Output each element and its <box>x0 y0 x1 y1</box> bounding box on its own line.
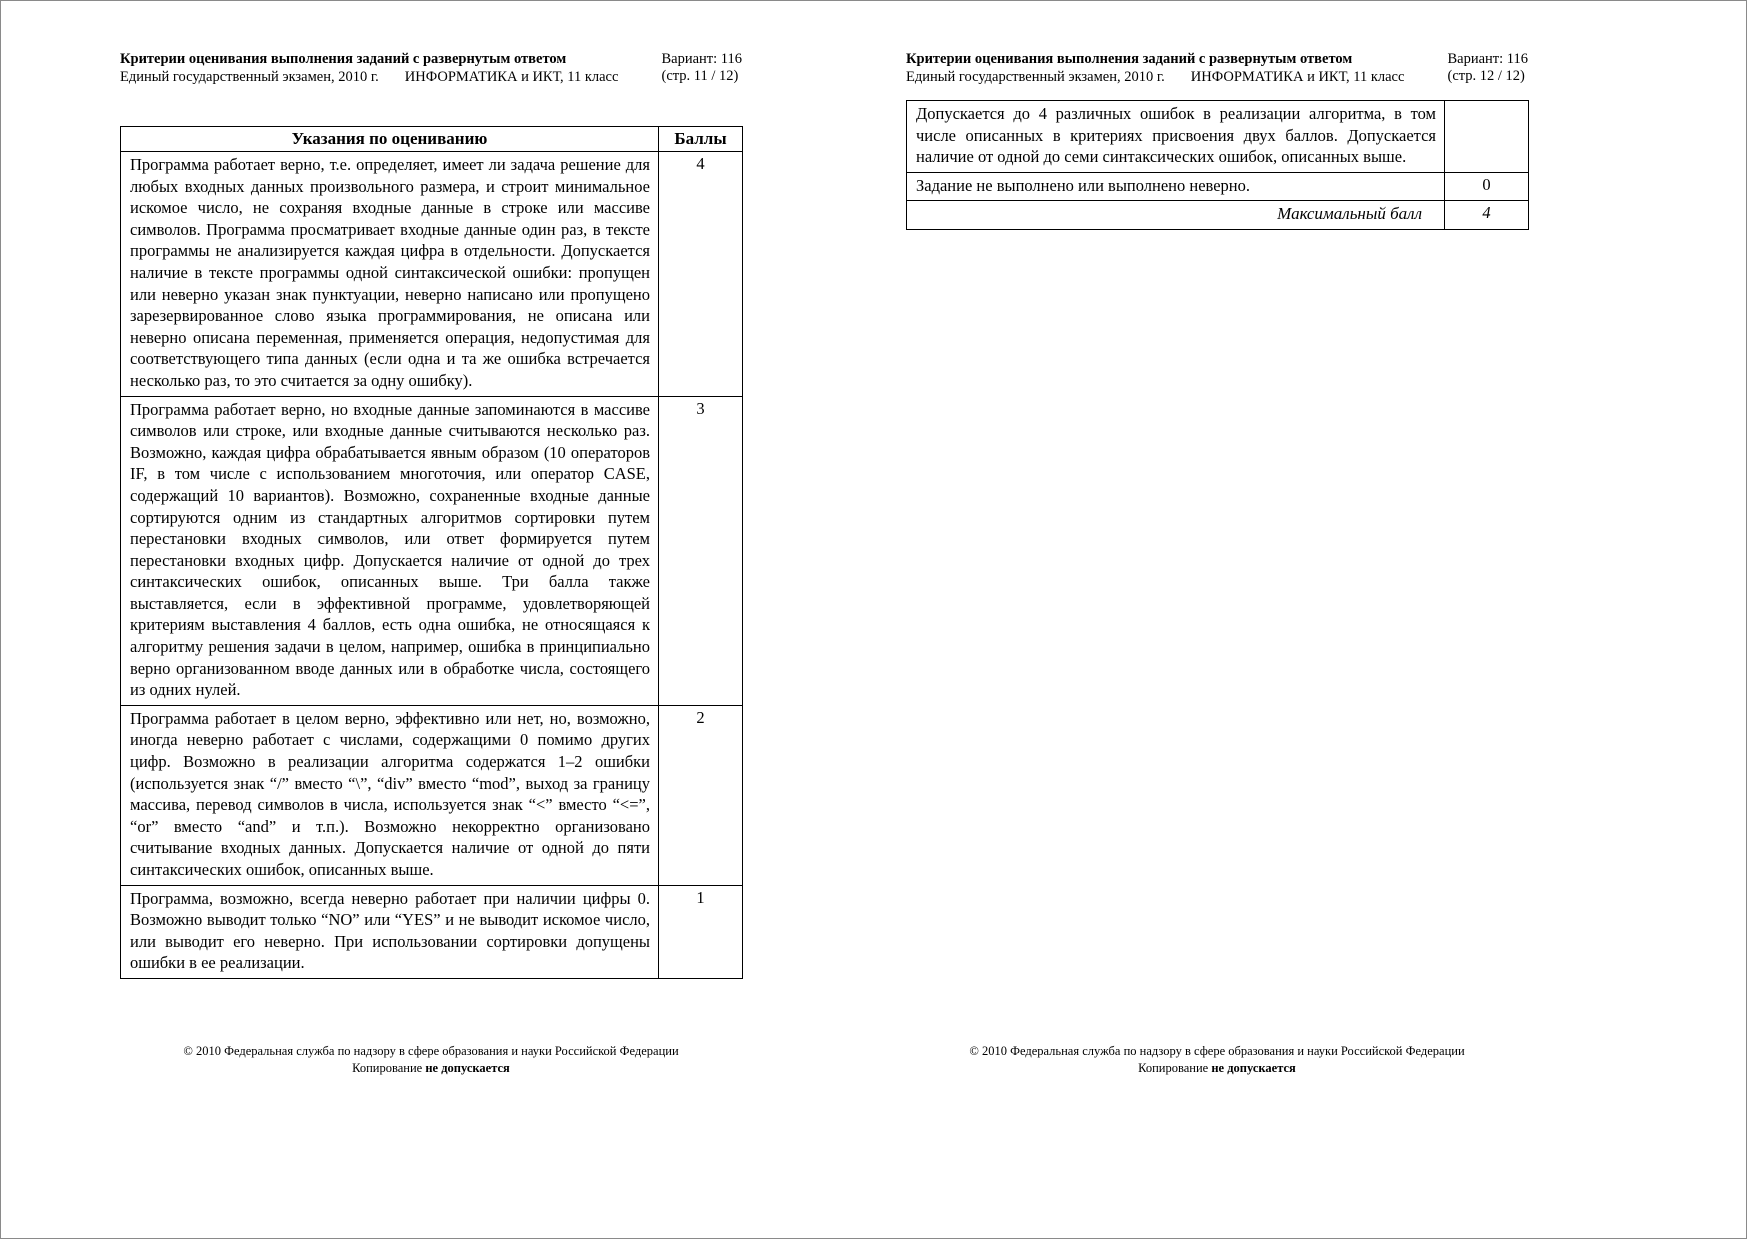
criteria-table-left <box>120 126 743 979</box>
criteria-table-right <box>906 100 1529 230</box>
header-title: Критерии оценивания выполнения заданий с развернутым ответом <box>906 51 1353 67</box>
page-header-left <box>120 51 742 86</box>
max-score-row <box>907 201 1529 230</box>
page-left <box>120 51 742 1075</box>
criteria-text: Допускается до 4 различных ошибок в реализации алгоритма, в том числе описанных в критериях присвоения двух баллов. Допускается наличие от одной до семи синтаксических ошибок, описанных выше. <box>907 101 1445 173</box>
header-variant: Вариант: 116 <box>1447 51 1528 67</box>
table-header-row <box>121 127 743 152</box>
table-row <box>121 152 743 397</box>
footer-copy-notice <box>120 1060 742 1077</box>
footer-copy-bold: не допускается <box>425 1061 510 1075</box>
criteria-score <box>1445 101 1529 173</box>
footer-copy-prefix: Копирование <box>352 1061 426 1075</box>
criteria-score: 0 <box>1445 172 1529 201</box>
page-header-right <box>906 51 1528 86</box>
criteria-score: 4 <box>659 152 743 397</box>
criteria-text: Программа, возможно, всегда неверно работает при наличии цифры 0. Возможно выводит только “NO” или “YES” и не выводит искомое число, или выводит его неверно. При использовании сортировки допущены ошибки в ее реализации. <box>121 885 659 978</box>
header-subtitle <box>906 69 1404 86</box>
header-subject: ИНФОРМАТИКА и ИКТ, 11 класс <box>1190 69 1405 85</box>
footer-copyright: © 2010 Федеральная служба по надзору в сфере образования и науки Российской Федерации <box>969 1044 1465 1058</box>
footer-copy-prefix: Копирование <box>1138 1061 1212 1075</box>
page-footer-right <box>906 1043 1528 1077</box>
criteria-score: 1 <box>659 885 743 978</box>
criteria-text: Программа работает верно, т.е. определяет, имеет ли задача решение для любых входных данных произвольного размера, и строит минимальное искомое число, не сохраняя входные данные в строке или массиве символов. Программа просматривает входные данные один раз, в тексте программы не анализируется каждая цифра в отдельности. Допускается наличие в тексте программы одной синтаксической ошибки: пропущен или неверно указан знак пунктуации, неверно написано или пропущено зарезервированное слово языка программирования, не описана или неверно описана переменная, применяется операция, недопустимая для соответствующего типа данных (если одна и та же ошибка встречается несколько раз, то это считается за одну ошибку). <box>121 152 659 397</box>
header-exam-name: Единый государственный экзамен, 2010 г. <box>120 69 379 85</box>
page-footer-left <box>120 1043 742 1077</box>
footer-copy-notice <box>906 1060 1528 1077</box>
header-text-block <box>120 51 618 86</box>
max-score-value: 4 <box>1445 201 1529 230</box>
footer-copyright: © 2010 Федеральная служба по надзору в сфере образования и науки Российской Федерации <box>183 1044 679 1058</box>
criteria-text: Задание не выполнено или выполнено неверно. <box>907 172 1445 201</box>
table-row <box>121 885 743 978</box>
column-header-instructions: Указания по оцениванию <box>121 127 659 152</box>
header-page-number: (стр. 12 / 12) <box>1447 68 1525 84</box>
table-row <box>121 396 743 705</box>
criteria-text: Программа работает в целом верно, эффективно или нет, но, возможно, иногда неверно работает с числами, содержащими 0 помимо других цифр. Возможно в реализации алгоритма содержатся 1–2 ошибки (используется знак “/” вместо “\”, “div” вместо “mod”, выход за границу массива, перевод символов в числа, используется знак “<” вместо “<=”, “or” вместо “and” и т.п.). Возможно некорректно организовано считывание входных данных. Допускается наличие от одной до пяти синтаксических ошибок, описанных выше. <box>121 705 659 885</box>
column-header-score: Баллы <box>659 127 743 152</box>
header-exam-name: Единый государственный экзамен, 2010 г. <box>906 69 1165 85</box>
header-title: Критерии оценивания выполнения заданий с развернутым ответом <box>120 51 567 67</box>
table-row <box>907 101 1529 173</box>
table-row <box>907 172 1529 201</box>
header-subject: ИНФОРМАТИКА и ИКТ, 11 класс <box>404 69 619 85</box>
header-meta-block <box>649 51 742 86</box>
header-page-number: (стр. 11 / 12) <box>661 68 739 84</box>
max-score-label: Максимальный балл <box>907 201 1445 230</box>
criteria-score: 3 <box>659 396 743 705</box>
table-row <box>121 705 743 885</box>
header-text-block <box>906 51 1404 86</box>
header-variant: Вариант: 116 <box>661 51 742 67</box>
footer-copy-bold: не допускается <box>1211 1061 1296 1075</box>
criteria-score: 2 <box>659 705 743 885</box>
header-subtitle <box>120 69 618 86</box>
criteria-text: Программа работает верно, но входные данные запоминаются в массиве символов или строке, или входные данные считываются несколько раз. Возможно, каждая цифра обрабатывается явным образом (10 операторов IF, в том числе с использованием многоточия, или оператор CASE, содержащий 10 вариантов). Возможно, сохраненные входные данные сортируются одним из стандартных алгоритмов сортировки путем перестановки входных символов, или ответ формируется путем перестановки входных цифр. Допускается наличие от одной до трех синтаксических ошибок, описанных выше. Три балла также выставляется, если в эффективной программе, удовлетворяющей критериям выставления 4 баллов, есть одна ошибка, не относящаяся к алгоритму решения задачи в целом, например, ошибка в принципиально верно организованном вводе данных или в обработке числа, состоящего из одних нулей. <box>121 396 659 705</box>
header-meta-block <box>1435 51 1528 86</box>
page-right <box>906 51 1528 1075</box>
